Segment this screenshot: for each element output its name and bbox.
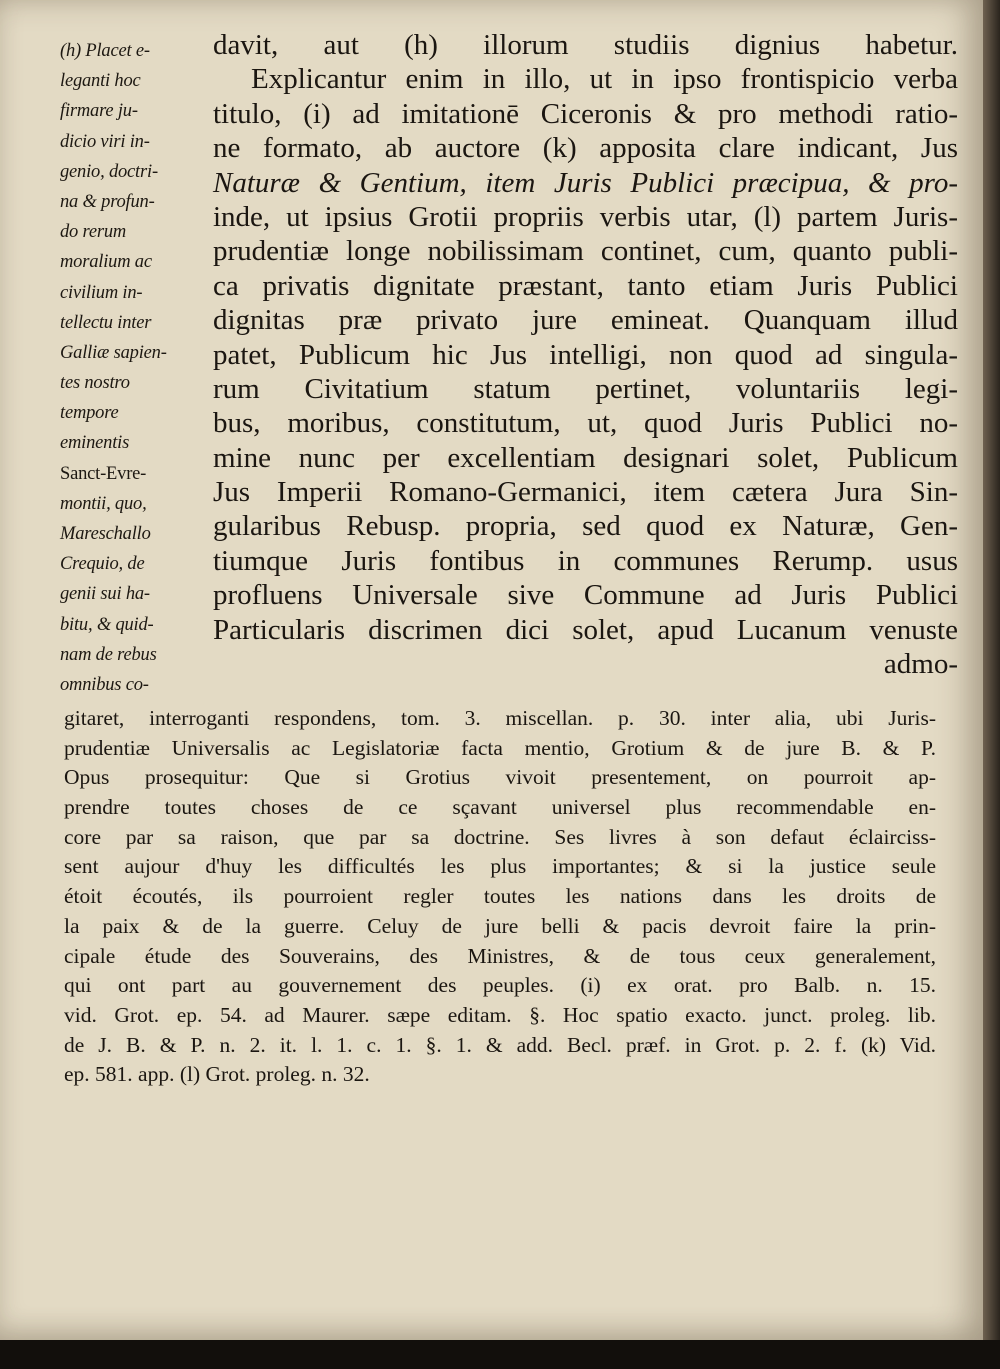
- footnote-line: de J. B. & P. n. 2. it. l. 1. c. 1. §. 1. & add. Becl. præf. in Grot. p. 2. f. (k) Vid.: [64, 1032, 936, 1057]
- margin-note-line: Crequio, de: [60, 554, 145, 575]
- footnote-line: la paix & de la guerre. Celuy de jure belli & pacis devroit faire la prin-: [64, 913, 936, 938]
- main-text-line: inde, ut ipsius Grotii propriis verbis utar, (l) partem Juris-: [213, 200, 958, 233]
- main-text-line: Explicantur enim in illo, ut in ipso frontispicio verba: [251, 63, 958, 96]
- margin-note-line: dicio viri in-: [60, 131, 150, 152]
- margin-note-line: omnibus co-: [60, 674, 149, 695]
- margin-note-line: montii, quo,: [60, 493, 147, 514]
- margin-note-line: civilium in-: [60, 282, 143, 303]
- margin-note-line: tempore: [60, 403, 119, 424]
- footnote-line: Opus prosequitur: Que si Grotius vivoit presentement, on pourroit ap-: [64, 765, 936, 790]
- footnote-line: ep. 581. app. (l) Grot. proleg. n. 32.: [64, 1062, 370, 1087]
- book-page-edge: [983, 0, 1000, 1340]
- catchword: admo-: [883, 648, 958, 681]
- margin-note-line: leganti hoc: [60, 71, 141, 92]
- margin-note-line: tes nostro: [60, 373, 130, 394]
- footnote-line: prudentiæ Universalis ac Legislatoriæ facta mentio, Grotium & de jure B. & P.: [64, 735, 936, 760]
- main-text-line: titulo, (i) ad imitationē Ciceronis & pro methodi ratio-: [213, 97, 958, 130]
- margin-note-line: do rerum: [60, 222, 127, 243]
- margin-note-line: moralium ac: [60, 252, 152, 273]
- margin-note-line: bitu, & quid-: [60, 614, 154, 635]
- footnote-line: prendre toutes choses de ce sçavant universel plus recommendable en-: [64, 795, 936, 820]
- footnotes-block: [64, 704, 936, 1090]
- main-text-line: profluens Universale sive Commune ad Juris Publici: [213, 579, 958, 612]
- main-text-line: patet, Publicum hic Jus intelligi, non quod ad singula-: [213, 338, 958, 371]
- margin-note-line: eminentis: [60, 433, 130, 454]
- footnote-line: core par sa raison, que par sa doctrine. Ses livres à son defaut éclairciss-: [64, 824, 936, 849]
- margin-note-line: nam de rebus: [60, 644, 157, 665]
- main-text-line: prudentiæ longe nobilissimam continet, cum, quanto publi-: [213, 235, 958, 268]
- main-text-line: bus, moribus, constitutum, ut, quod Juris Publici no-: [213, 407, 958, 440]
- scan-background: [0, 1340, 1000, 1369]
- margin-note-line: Sanct-Evre-: [60, 463, 147, 484]
- margin-note-line: na & profun-: [60, 191, 155, 212]
- footnote-line: étoit écoutés, ils pourroient regler toutes les nations dans les droits de: [64, 884, 936, 909]
- footnote-line: gitaret, interroganti respondens, tom. 3. miscellan. p. 30. inter alia, ubi Juris-: [64, 706, 936, 730]
- margin-note-line: firmare ju-: [60, 101, 138, 122]
- margin-note: [60, 36, 210, 700]
- main-text-line: Jus Imperii Romano-Germanici, item cætera Jura Sin-: [213, 476, 958, 509]
- main-text-line: ne formato, ab auctore (k) apposita clare indicant, Jus: [213, 132, 958, 165]
- footnote-line: cipale étude des Souverains, des Ministres, & de tous ceux generalement,: [64, 943, 936, 968]
- margin-note-line: Mareschallo: [60, 524, 151, 544]
- margin-note-line: genii sui ha-: [60, 584, 150, 605]
- margin-note-line: Galliæ sapien-: [60, 342, 167, 363]
- main-text-line: davit, aut (h) illorum studiis dignius habetur.: [213, 29, 958, 61]
- main-text-line: ca privatis dignitate præstant, tanto etiam Juris Publici: [213, 269, 958, 302]
- main-text-line: dignitas præ privato jure emineat. Quanquam illud: [213, 304, 958, 337]
- margin-note-line: tellectu inter: [60, 312, 152, 333]
- main-text-line: Naturæ & Gentium, item Juris Publici præcipua, & pro-: [213, 166, 958, 199]
- main-text-line: rum Civitatium statum pertinet, voluntariis legi-: [213, 372, 958, 405]
- margin-note-line: (h) Placet e-: [60, 41, 150, 61]
- main-text-line: Particularis discrimen dici solet, apud Lucanum venuste: [213, 613, 958, 646]
- main-text-line: mine nunc per excellentiam designari solet, Publicum: [213, 441, 958, 474]
- margin-note-line: genio, doctri-: [60, 161, 158, 182]
- main-text-block: [213, 28, 958, 681]
- footnote-line: sent aujour d'huy les difficultés les plus importantes; & si la justice seule: [64, 854, 936, 879]
- footnote-line: vid. Grot. ep. 54. ad Maurer. sæpe editam. §. Hoc spatio exacto. junct. proleg. lib.: [64, 1002, 936, 1027]
- main-text-line: gularibus Rebusp. propria, sed quod ex Naturæ, Gen-: [213, 510, 958, 543]
- footnote-line: qui ont part au gouvernement des peuples. (i) ex orat. pro Balb. n. 15.: [64, 973, 936, 998]
- main-text-line: tiumque Juris fontibus in communes Rerump. usus: [213, 544, 958, 577]
